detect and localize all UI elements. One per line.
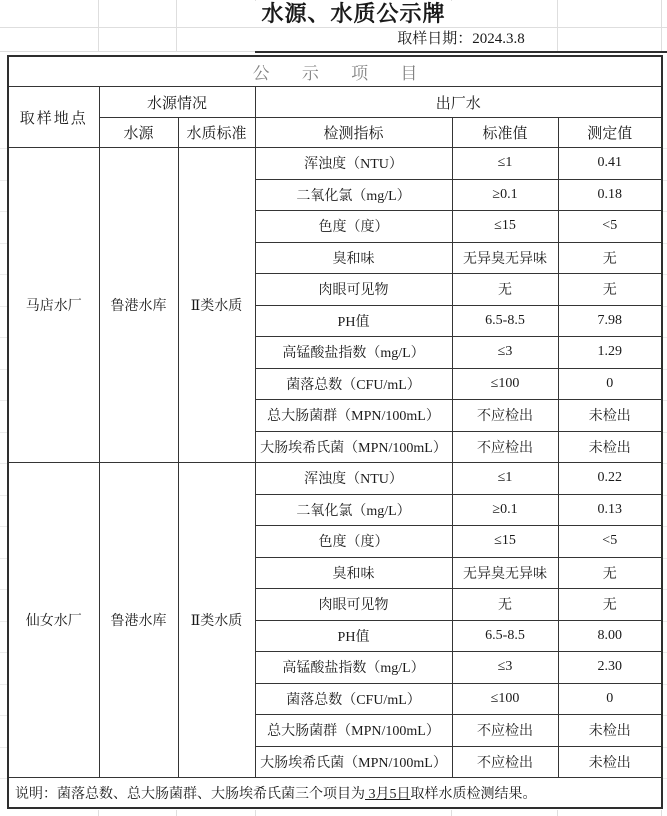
standard-value-cell: 不应检出 [452, 400, 558, 432]
standard-value-cell: 不应检出 [452, 431, 558, 463]
measured-value-cell: 0 [558, 368, 662, 400]
standard-value-cell: 无异臭无异味 [452, 242, 558, 274]
faint-gridline [0, 684, 7, 685]
data-row [8, 463, 662, 495]
measured-value-cell: 8.00 [558, 620, 662, 652]
plant-name-cell: 马店水厂 [8, 148, 99, 463]
faint-gridline [0, 211, 7, 212]
quality-standard-cell: Ⅱ类水质 [178, 463, 255, 778]
note-date-underlined: 3月5日 [365, 786, 411, 802]
faint-gridline [0, 180, 7, 181]
faint-gridline [0, 558, 7, 559]
standard-value-cell: ≤15 [452, 211, 558, 243]
faint-gridline [0, 306, 7, 307]
measured-value-cell: 0.18 [558, 179, 662, 211]
faint-gridline [0, 51, 255, 52]
faint-gridline [0, 243, 7, 244]
indicator-cell: 色度（度） [255, 526, 452, 558]
indicator-cell: 总大肠菌群（MPN/100mL） [255, 715, 452, 747]
measured-value-cell: 1.29 [558, 337, 662, 369]
standard-value-cell: ≤100 [452, 683, 558, 715]
column-header-outflow-group: 出厂水 [255, 87, 662, 118]
indicator-cell: 浑浊度（NTU） [255, 148, 452, 180]
indicator-cell: 菌落总数（CFU/mL） [255, 368, 452, 400]
standard-value-cell: ≥0.1 [452, 494, 558, 526]
measured-value-cell: 无 [558, 589, 662, 621]
quality-standard-cell: Ⅱ类水质 [178, 148, 255, 463]
header-row-2 [8, 118, 662, 148]
standard-value-cell: ≤3 [452, 337, 558, 369]
standard-value-cell: ≤15 [452, 526, 558, 558]
faint-gridline [0, 463, 7, 464]
faint-gridline [0, 621, 7, 622]
indicator-cell: 二氧化氯（mg/L） [255, 179, 452, 211]
column-header-quality-standard: 水质标准 [178, 118, 255, 148]
sample-date-cell [255, 28, 667, 53]
indicator-cell: 大肠埃希氏菌（MPN/100mL） [255, 431, 452, 463]
data-row [8, 148, 662, 180]
measured-value-cell: 0.41 [558, 148, 662, 180]
faint-gridline [255, 810, 256, 816]
water-quality-table [7, 55, 663, 809]
standard-value-cell: ≤1 [452, 148, 558, 180]
measured-value-cell: 未检出 [558, 715, 662, 747]
indicator-cell: 大肠埃希氏菌（MPN/100mL） [255, 746, 452, 778]
column-header-source: 水源 [99, 118, 178, 148]
water-source-cell: 鲁港水库 [99, 463, 178, 778]
indicator-cell: 肉眼可见物 [255, 274, 452, 306]
standard-value-cell: ≤3 [452, 652, 558, 684]
measured-value-cell: 无 [558, 557, 662, 589]
measured-value-cell: 2.30 [558, 652, 662, 684]
section-header-cell: 公 示 项 目 [8, 56, 662, 87]
measured-value-cell: 0 [558, 683, 662, 715]
indicator-cell: PH值 [255, 620, 452, 652]
standard-value-cell: 无异臭无异味 [452, 557, 558, 589]
faint-gridline [0, 652, 7, 653]
faint-gridline [176, 810, 177, 816]
column-header-measured-value: 测定值 [558, 118, 662, 148]
indicator-cell: 臭和味 [255, 242, 452, 274]
note-cell [8, 778, 662, 809]
note-row [8, 778, 662, 809]
page-title: 水源、水质公示牌 [0, 1, 667, 27]
indicator-cell: PH值 [255, 305, 452, 337]
measured-value-cell: <5 [558, 526, 662, 558]
faint-gridline [557, 810, 558, 816]
faint-gridline [0, 432, 7, 433]
measured-value-cell: 未检出 [558, 746, 662, 778]
sample-date-label: 取样日期：2024.3.8 [389, 28, 533, 51]
faint-gridline [0, 369, 7, 370]
column-header-source-group: 水源情况 [99, 87, 255, 118]
measured-value-cell: 无 [558, 242, 662, 274]
indicator-cell: 色度（度） [255, 211, 452, 243]
measured-value-cell: 0.22 [558, 463, 662, 495]
measured-value-cell: 0.13 [558, 494, 662, 526]
measured-value-cell: 7.98 [558, 305, 662, 337]
section-header-row [8, 56, 662, 87]
indicator-cell: 菌落总数（CFU/mL） [255, 683, 452, 715]
faint-gridline [661, 810, 662, 816]
standard-value-cell: 不应检出 [452, 715, 558, 747]
header-row-1 [8, 87, 662, 118]
column-header-indicator: 检测指标 [255, 118, 452, 148]
faint-gridline [0, 715, 7, 716]
faint-gridline [0, 400, 7, 401]
measured-value-cell: <5 [558, 211, 662, 243]
standard-value-cell: ≤100 [452, 368, 558, 400]
indicator-cell: 二氧化氯（mg/L） [255, 494, 452, 526]
indicator-cell: 肉眼可见物 [255, 589, 452, 621]
indicator-cell: 高锰酸盐指数（mg/L） [255, 337, 452, 369]
faint-gridline [0, 589, 7, 590]
column-header-location: 取样地点 [8, 87, 99, 148]
indicator-cell: 高锰酸盐指数（mg/L） [255, 652, 452, 684]
faint-gridline [0, 274, 7, 275]
standard-value-cell: 6.5-8.5 [452, 305, 558, 337]
measured-value-cell: 未检出 [558, 400, 662, 432]
standard-value-cell: ≤1 [452, 463, 558, 495]
faint-gridline [0, 747, 7, 748]
standard-value-cell: ≥0.1 [452, 179, 558, 211]
faint-gridline [0, 526, 7, 527]
standard-value-cell: 6.5-8.5 [452, 620, 558, 652]
standard-value-cell: 无 [452, 589, 558, 621]
note-suffix: 取样水质检测结果。 [410, 786, 537, 802]
faint-gridline [451, 810, 452, 816]
standard-value-cell: 不应检出 [452, 746, 558, 778]
measured-value-cell: 无 [558, 274, 662, 306]
column-header-standard-value: 标准值 [452, 118, 558, 148]
faint-gridline [0, 337, 7, 338]
measured-value-cell: 未检出 [558, 431, 662, 463]
note-prefix: 说明：菌落总数、总大肠菌群、大肠埃希氏菌三个项目为 [15, 786, 365, 802]
faint-gridline [0, 778, 7, 779]
indicator-cell: 总大肠菌群（MPN/100mL） [255, 400, 452, 432]
plant-name-cell: 仙女水厂 [8, 463, 99, 778]
faint-gridline [0, 495, 7, 496]
water-source-cell: 鲁港水库 [99, 148, 178, 463]
faint-gridline [0, 148, 7, 149]
faint-gridline [98, 810, 99, 816]
indicator-cell: 浑浊度（NTU） [255, 463, 452, 495]
standard-value-cell: 无 [452, 274, 558, 306]
indicator-cell: 臭和味 [255, 557, 452, 589]
